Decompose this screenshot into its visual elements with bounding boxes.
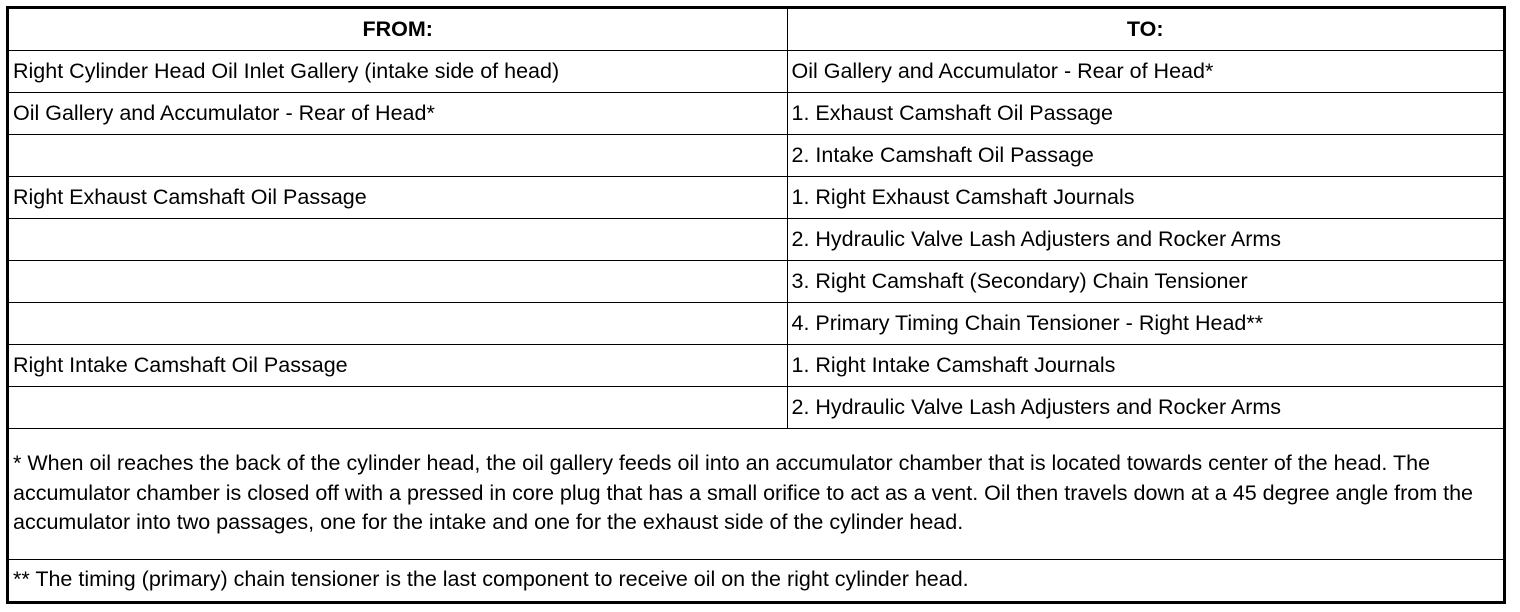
table-row [9, 386, 1503, 428]
oil-flow-table [9, 9, 1503, 599]
table-row [9, 134, 1503, 176]
from-cell: Right Intake Camshaft Oil Passage [9, 344, 787, 386]
to-cell: 2. Intake Camshaft Oil Passage [787, 134, 1503, 176]
to-cell: 1. Exhaust Camshaft Oil Passage [787, 92, 1503, 134]
from-cell [9, 218, 787, 260]
table-row [9, 344, 1503, 386]
from-column-header: FROM: [9, 9, 787, 50]
from-cell [9, 386, 787, 428]
from-cell [9, 302, 787, 344]
table-row [9, 302, 1503, 344]
table-row [9, 260, 1503, 302]
to-cell: Oil Gallery and Accumulator - Rear of Head* [787, 50, 1503, 92]
to-cell: 2. Hydraulic Valve Lash Adjusters and Rocker Arms [787, 386, 1503, 428]
footnote-row [9, 428, 1503, 559]
tensioner-footnote: ** The timing (primary) chain tensioner is the last component to receive oil on the right cylinder head. [9, 559, 1503, 599]
to-cell: 4. Primary Timing Chain Tensioner - Right Head** [787, 302, 1503, 344]
table-row [9, 50, 1503, 92]
from-cell: Right Cylinder Head Oil Inlet Gallery (intake side of head) [9, 50, 787, 92]
to-cell: 3. Right Camshaft (Secondary) Chain Tensioner [787, 260, 1503, 302]
from-cell [9, 134, 787, 176]
table-row [9, 218, 1503, 260]
to-cell: 1. Right Exhaust Camshaft Journals [787, 176, 1503, 218]
from-cell [9, 260, 787, 302]
from-cell: Oil Gallery and Accumulator - Rear of Head* [9, 92, 787, 134]
to-cell: 2. Hydraulic Valve Lash Adjusters and Rocker Arms [787, 218, 1503, 260]
to-column-header: TO: [787, 9, 1503, 50]
to-cell: 1. Right Intake Camshaft Journals [787, 344, 1503, 386]
footnote-row [9, 559, 1503, 599]
table-header-row [9, 9, 1503, 50]
table-row [9, 92, 1503, 134]
oil-flow-table-frame [6, 6, 1506, 604]
accumulator-footnote: * When oil reaches the back of the cylinder head, the oil gallery feeds oil into an accumulator chamber that is located towards center of the head. The accumulator chamber is closed off with a pressed in core plug that has a small orifice to act as a vent. Oil then travels down at a 45 degree angle from the accumulator into two passages, one for the intake and one for the exhaust side of the cylinder head. [9, 428, 1503, 559]
table-row [9, 176, 1503, 218]
from-cell: Right Exhaust Camshaft Oil Passage [9, 176, 787, 218]
